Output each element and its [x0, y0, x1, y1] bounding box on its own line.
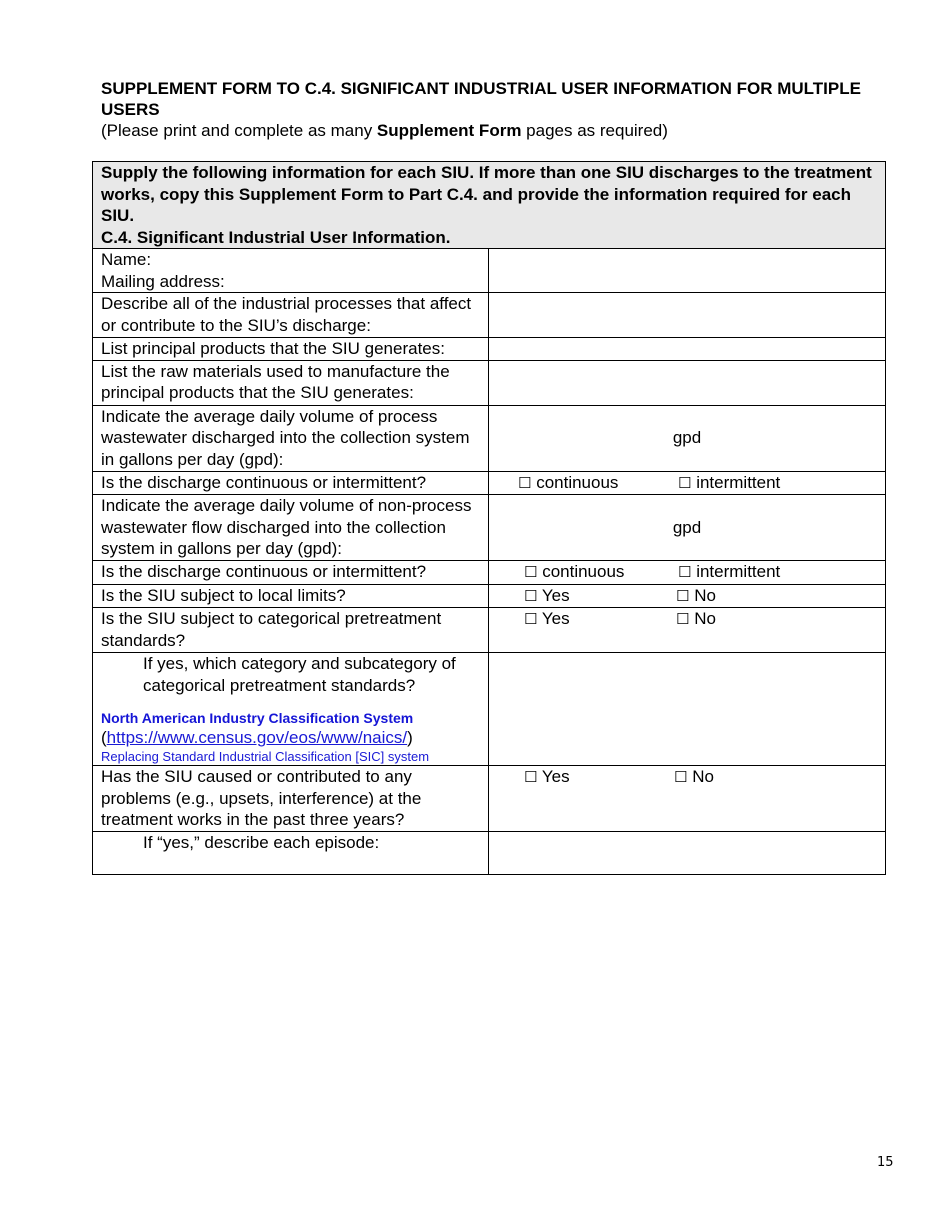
continuous-option[interactable]	[524, 561, 678, 584]
checkbox-icon[interactable]: ☐	[524, 768, 538, 786]
products-label: List principal products that the SIU generates:	[93, 338, 489, 361]
problems-label: Has the SIU caused or contributed to any problems (e.g., upsets, interference) at the treatment works in the past three years?	[93, 766, 489, 832]
nonprocess-volume-label: Indicate the average daily volume of non-process wastewater flow discharged into the collection system in gallons per day (gpd):	[93, 495, 489, 561]
yes-option-label: Yes	[541, 767, 570, 786]
page-number: 15	[877, 1155, 894, 1170]
category-label: If yes, which category and subcategory of categorical pretreatment standards?	[143, 654, 456, 695]
local-limits-options	[489, 584, 886, 608]
yes-option[interactable]	[524, 585, 676, 608]
continuous-option-label: continuous	[542, 562, 625, 581]
close-paren: )	[407, 728, 413, 747]
checkbox-icon[interactable]: ☐	[524, 563, 538, 581]
table-header-cell	[93, 162, 886, 249]
form-instructions	[101, 120, 881, 141]
naics-note: Replacing Standard Industrial Classification [SIC] system	[101, 748, 430, 764]
instructions-prefix: (Please print and complete as many	[101, 121, 377, 140]
category-label-cell	[93, 653, 489, 766]
name-label: Name:	[101, 250, 152, 269]
no-option-label: No	[692, 767, 714, 786]
checkbox-icon[interactable]: ☐	[674, 768, 688, 786]
continuous-option[interactable]	[518, 472, 678, 495]
discharge-type-options-2	[489, 561, 886, 585]
raw-materials-label: List the raw materials used to manufacture the principal products that the SIU generates:	[93, 360, 489, 405]
processes-field[interactable]	[489, 293, 886, 338]
nonprocess-volume-unit: gpd	[672, 517, 702, 537]
discharge-type-label: Is the discharge continuous or intermittent?	[93, 471, 489, 495]
no-option[interactable]	[676, 608, 716, 631]
process-volume-label: Indicate the average daily volume of process wastewater discharged into the collection system in gallons per day (gpd):	[93, 405, 489, 471]
no-option-label: No	[694, 585, 716, 605]
table-header-text: Supply the following information for each SIU. If more than one SIU discharges to the treatment works, copy this Supplement Form to Part C.4. and provide the information required for each SIU.	[101, 163, 872, 225]
yes-option[interactable]	[524, 608, 676, 631]
discharge-type-options	[489, 471, 886, 495]
intermittent-option-label: intermittent	[696, 472, 781, 492]
open-paren: (	[101, 728, 107, 747]
no-option[interactable]	[676, 585, 716, 608]
checkbox-icon[interactable]: ☐	[524, 610, 538, 628]
raw-materials-field[interactable]	[489, 360, 886, 405]
instructions-suffix: pages as required)	[521, 121, 668, 140]
table-section-title: C.4. Significant Industrial User Information.	[101, 227, 451, 247]
intermittent-option-label: intermittent	[696, 562, 781, 581]
episode-label: If “yes,” describe each episode:	[143, 833, 380, 852]
yes-option[interactable]	[524, 766, 674, 789]
instructions-bold: Supplement Form	[376, 121, 522, 140]
episode-field[interactable]	[489, 832, 886, 875]
problems-options	[489, 766, 886, 832]
categorical-options	[489, 608, 886, 653]
category-field[interactable]	[489, 653, 886, 766]
discharge-type-label-2: Is the discharge continuous or intermittent?	[93, 561, 489, 585]
naics-title: North American Industry Classification System	[101, 710, 414, 726]
yes-option-label: Yes	[541, 609, 570, 628]
categorical-label: Is the SIU subject to categorical pretreatment standards?	[93, 608, 489, 653]
form-title: SUPPLEMENT FORM TO C.4. SIGNIFICANT INDUSTRIAL USER INFORMATION FOR MULTIPLE USERS	[101, 79, 861, 119]
name-address-label-cell	[93, 249, 489, 293]
no-option-label: No	[694, 609, 716, 628]
episode-label-cell	[93, 832, 489, 875]
products-field[interactable]	[489, 338, 886, 361]
checkbox-icon[interactable]: ☐	[678, 563, 692, 581]
checkbox-icon[interactable]: ☐	[524, 586, 538, 605]
intermittent-option[interactable]	[678, 472, 780, 495]
local-limits-label: Is the SIU subject to local limits?	[93, 584, 489, 608]
no-option[interactable]	[674, 766, 714, 789]
mailing-address-label: Mailing address:	[101, 271, 225, 291]
naics-link[interactable]: https://www.census.gov/eos/www/naics/	[106, 728, 408, 747]
processes-label: Describe all of the industrial processes that affect or contribute to the SIU’s discharge:	[93, 293, 489, 338]
name-address-field[interactable]	[489, 249, 886, 293]
yes-option-label: Yes	[541, 585, 570, 605]
siu-information-table	[92, 161, 886, 875]
checkbox-icon[interactable]: ☐	[678, 473, 692, 492]
intermittent-option[interactable]	[678, 561, 780, 584]
process-volume-unit: gpd	[672, 428, 702, 448]
checkbox-icon[interactable]: ☐	[676, 586, 690, 605]
checkbox-icon[interactable]: ☐	[518, 473, 532, 492]
process-volume-field[interactable]	[489, 405, 886, 471]
continuous-option-label: continuous	[536, 472, 619, 492]
checkbox-icon[interactable]: ☐	[676, 610, 690, 628]
nonprocess-volume-field[interactable]	[489, 495, 886, 561]
